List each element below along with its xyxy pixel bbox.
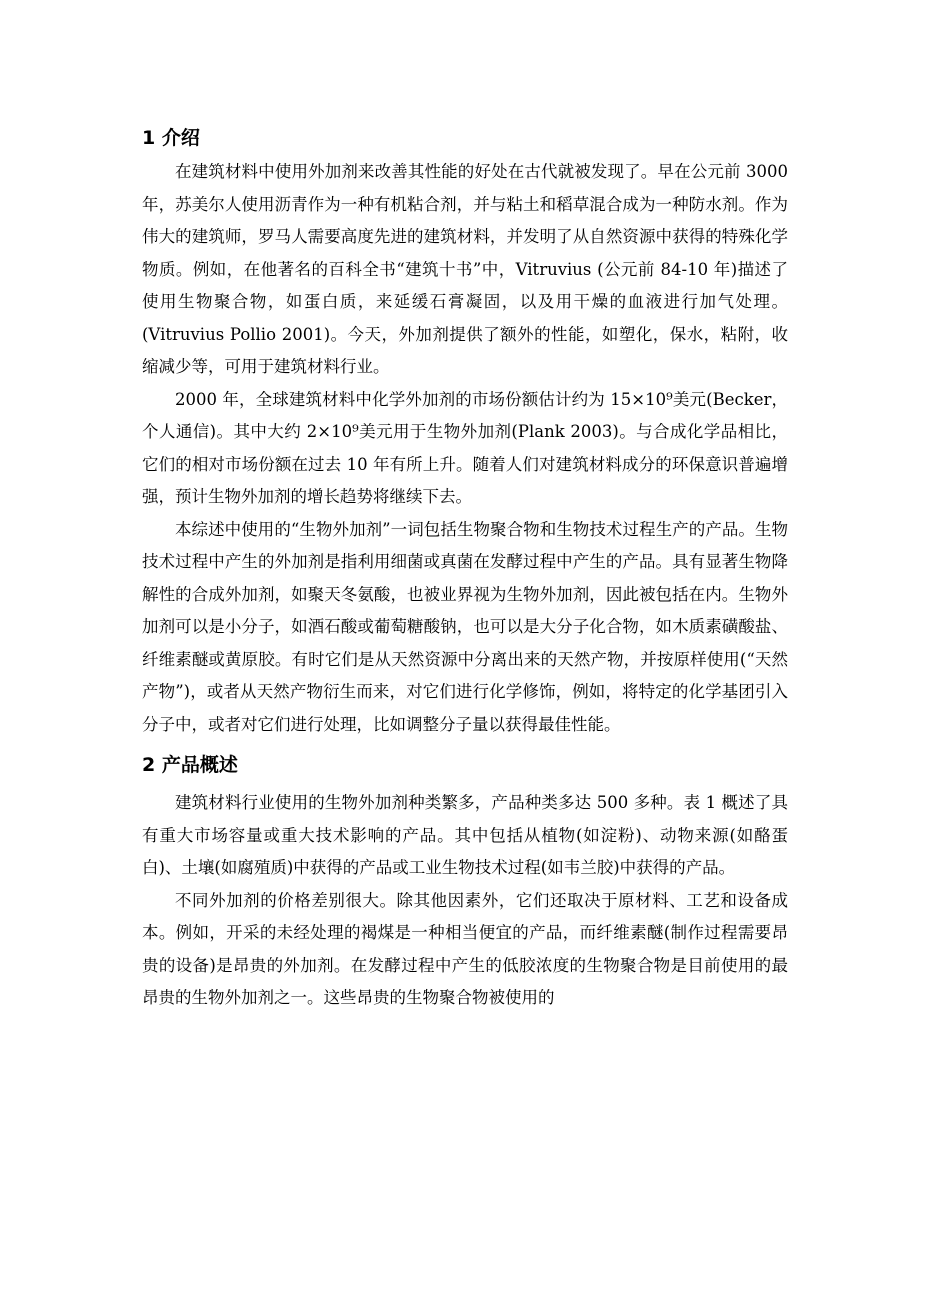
paragraph-product-types: 建筑材料行业使用的生物外加剂种类繁多，产品种类多达 500 多种。表 1 概述了具有重大市场容量或重大技术影响的产品。其中包括从植物(如淀粉)、动物来源(如酪蛋白)、土壤(如腐殖质)中获得的产品或工业生物技术过程(如韦兰胶)中获得的产品。 xyxy=(142,793,788,877)
paragraph-market: 2000 年，全球建筑材料中化学外加剂的市场份额估计约为 15×10⁹美元(Becker，个人通信)。其中大约 2×10⁹美元用于生物外加剂(Plank 2003)。与合成化学品相比，它们的相对市场份额在过去 10 年有所上升。随着人们对建筑材料成分的环保意识普遍增强，预计生物外加剂的增长趋势将继续下去。 xyxy=(142,389,788,506)
paragraph-prices: 不同外加剂的价格差别很大。除其他因素外，它们还取决于原材料、工艺和设备成本。例如，开采的未经处理的褐煤是一种相当便宜的产品，而纤维素醚(制作过程需要昂贵的设备)是昂贵的外加剂。在发酵过程中产生的低胶浓度的生物聚合物是目前使用的最昂贵的生物外加剂之一。这些昂贵的生物聚合物被使用的 xyxy=(142,890,788,1007)
paragraph-history: 在建筑材料中使用外加剂来改善其性能的好处在古代就被发现了。早在公元前 3000 年，苏美尔人使用沥青作为一种有机粘合剂，并与粘土和稻草混合成为一种防水剂。作为伟大的建筑师，罗马人需要高度先进的建筑材料，并发明了从自然资源中获得的特殊化学物质。例如，在他著名的百科全书“建筑十书”中，Vitruvius (公元前 84-10 年)描述了使用生物聚合物，如蛋白质，来延缓石膏凝固，以及用干燥的血液进行加气处理。(Vitruvius Pollio 2001)。今天，外加剂提供了额外的性能，如塑化，保水，粘附，收缩减少等，可用于建筑材料行业。 xyxy=(142,162,788,376)
document-page xyxy=(142,120,788,1015)
paragraph-definition: 本综述中使用的“生物外加剂”一词包括生物聚合物和生物技术过程生产的产品。生物技术过程中产生的外加剂是指利用细菌或真菌在发酵过程中产生的产品。具有显著生物降解性的合成外加剂，如聚天冬氨酸，也被业界视为生物外加剂，因此被包括在内。生物外加剂可以是小分子，如酒石酸或葡萄糖酸钠，也可以是大分子化合物，如木质素磺酸盐、纤维素醚或黄原胶。有时它们是从天然资源中分离出来的天然产物，并按原样使用(“天然产物”)，或者从天然产物衍生而来，对它们进行化学修饰，例如，将特定的化学基团引入分子中，或者对它们进行处理，比如调整分子量以获得最佳性能。 xyxy=(142,519,788,734)
section-title-product-overview: 2 产品概述 xyxy=(142,754,238,776)
section-title-introduction: 1 介绍 xyxy=(142,127,200,149)
